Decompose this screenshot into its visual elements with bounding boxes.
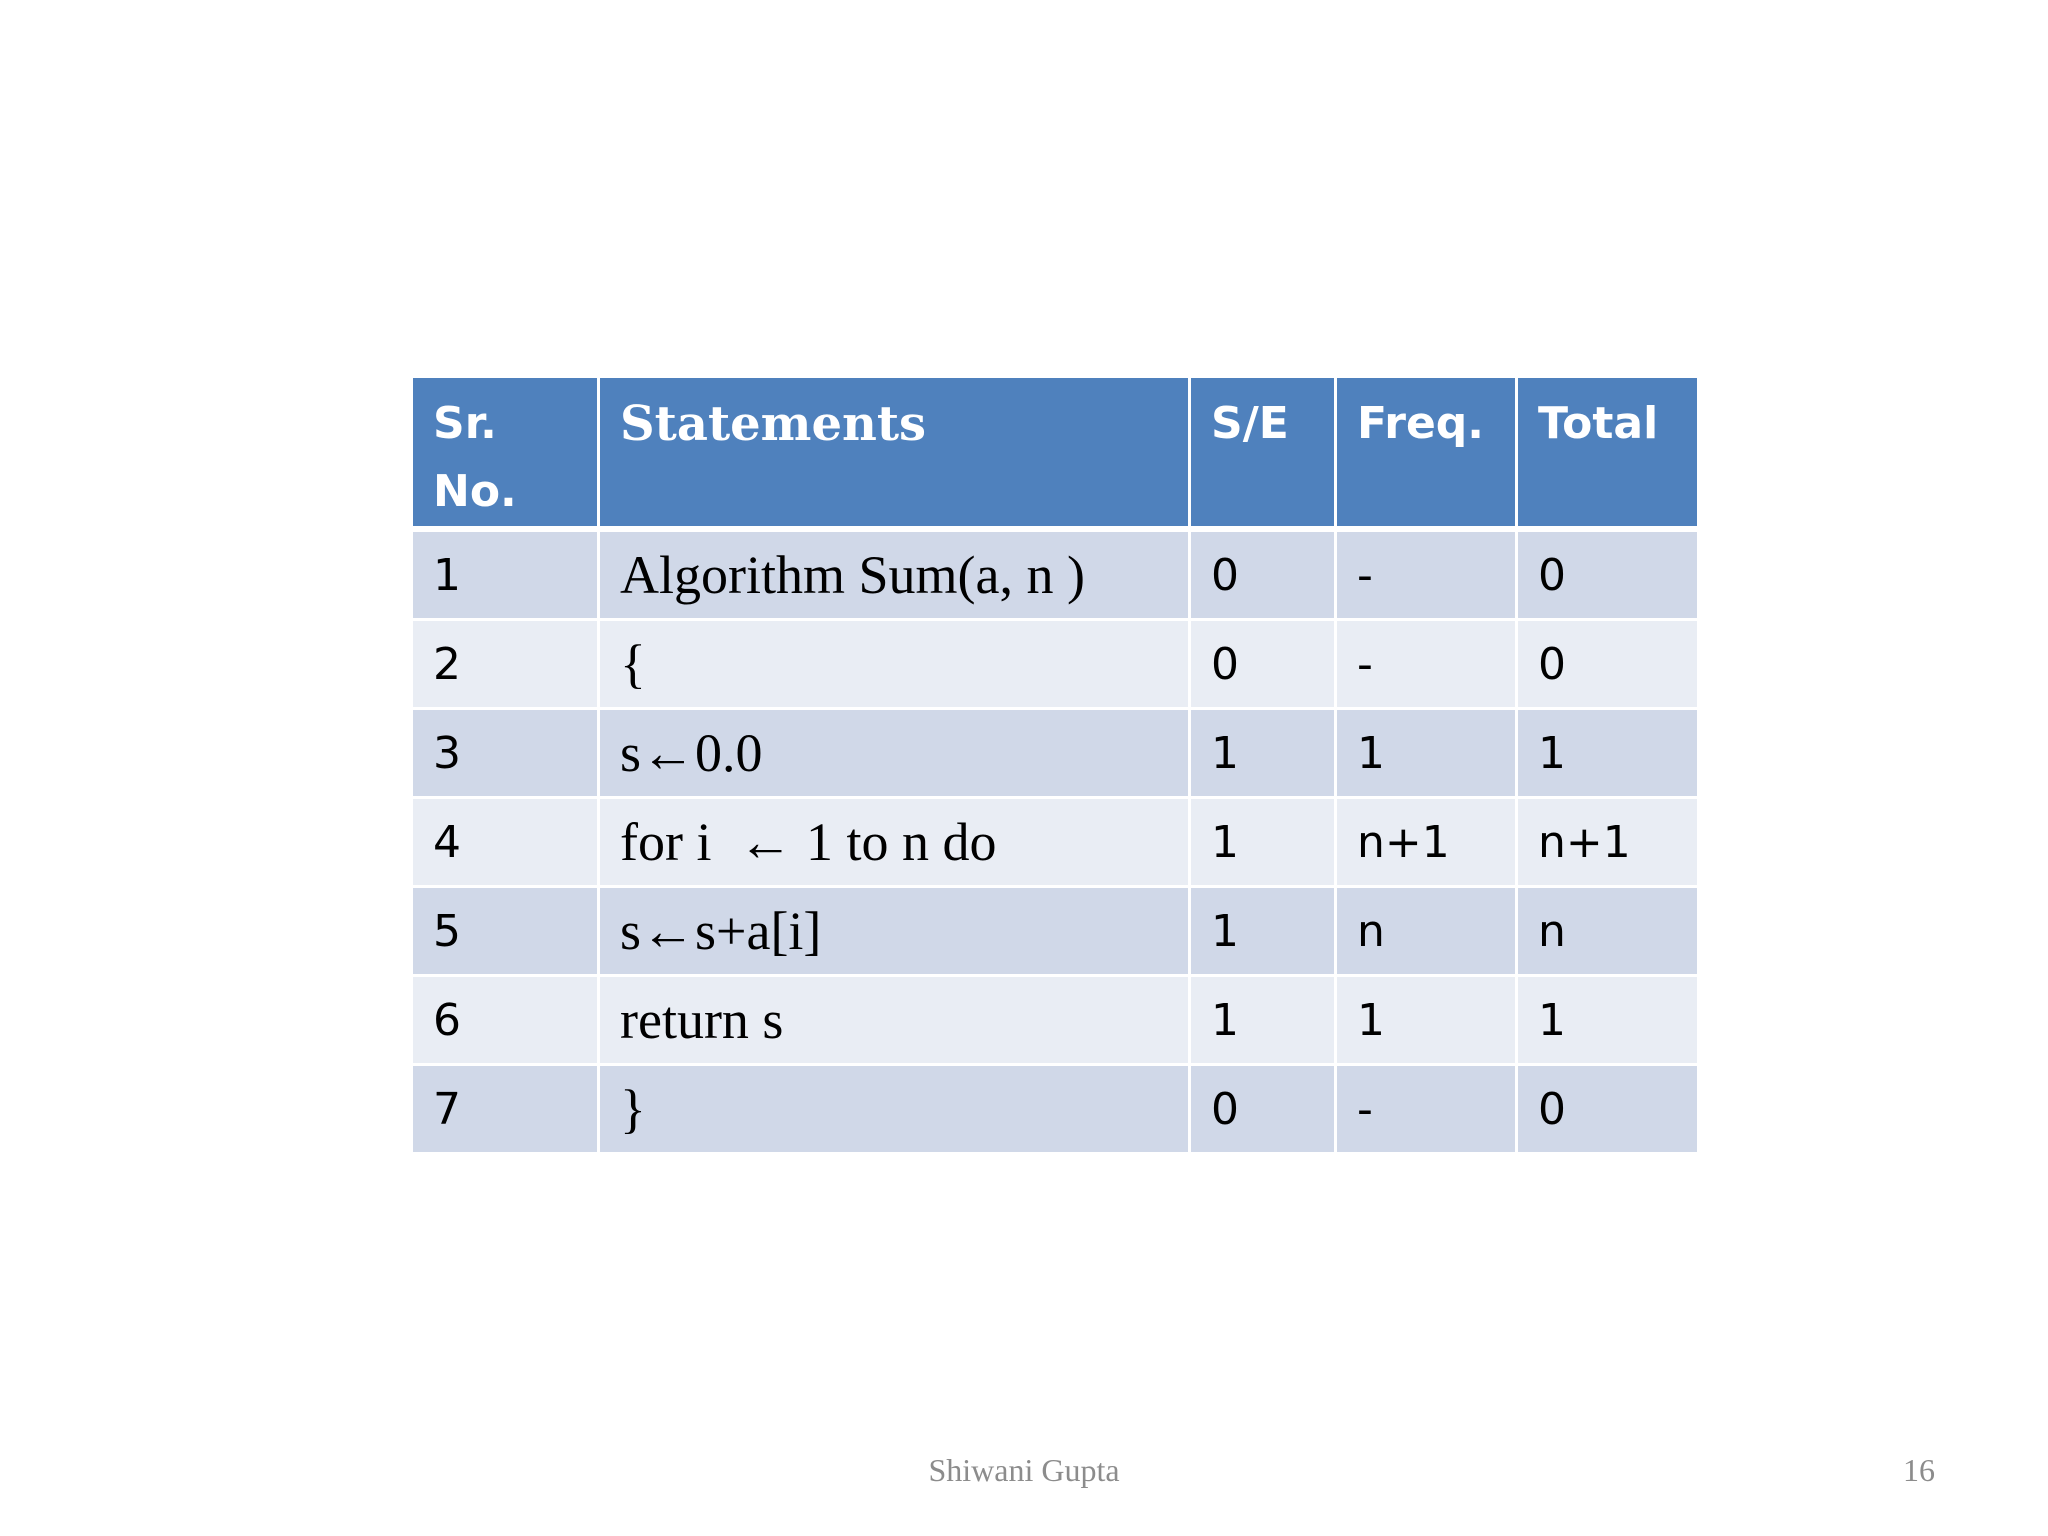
cell-se: 1	[1191, 888, 1337, 977]
cell-freq: -	[1337, 1066, 1518, 1155]
cell-statement: }	[600, 1066, 1191, 1155]
cell-statement: return s	[600, 977, 1191, 1066]
table-row	[413, 977, 1697, 1066]
cell-se: 1	[1191, 799, 1337, 888]
cell-total: 0	[1518, 621, 1697, 710]
cell-sr-no: 2	[413, 621, 600, 710]
cell-statement: {	[600, 621, 1191, 710]
cell-sr-no: 4	[413, 799, 600, 888]
cell-freq: -	[1337, 532, 1518, 621]
cell-sr-no: 6	[413, 977, 600, 1066]
header-total: Total	[1518, 378, 1697, 532]
header-sr-no-line1: Sr.	[433, 398, 497, 449]
header-sr-no-line2: No.	[433, 466, 517, 517]
cell-statement: for i ← 1 to n do	[600, 799, 1191, 888]
cell-statement: Algorithm Sum(a, n )	[600, 532, 1191, 621]
cell-total: 0	[1518, 1066, 1697, 1155]
footer-author: Shiwani Gupta	[928, 1452, 1120, 1488]
table-row	[413, 532, 1697, 621]
cell-freq: n+1	[1337, 799, 1518, 888]
cell-freq: -	[1337, 621, 1518, 710]
table-row	[413, 621, 1697, 710]
header-statements: Statements	[600, 378, 1191, 532]
header-freq: Freq.	[1337, 378, 1518, 532]
cell-total: 0	[1518, 532, 1697, 621]
header-sr-no	[413, 378, 600, 532]
table-row	[413, 799, 1697, 888]
frequency-count-table	[413, 378, 1697, 1155]
cell-sr-no: 3	[413, 710, 600, 799]
cell-sr-no: 5	[413, 888, 600, 977]
header-se: S/E	[1191, 378, 1337, 532]
cell-total: n+1	[1518, 799, 1697, 888]
table-row	[413, 1066, 1697, 1155]
cell-total: 1	[1518, 710, 1697, 799]
cell-se: 0	[1191, 1066, 1337, 1155]
cell-freq: n	[1337, 888, 1518, 977]
cell-total: 1	[1518, 977, 1697, 1066]
cell-se: 1	[1191, 977, 1337, 1066]
cell-se: 0	[1191, 621, 1337, 710]
cell-total: n	[1518, 888, 1697, 977]
cell-se: 0	[1191, 532, 1337, 621]
cell-statement: s←0.0	[600, 710, 1191, 799]
slide-number: 16	[1903, 1452, 1935, 1488]
table-row	[413, 888, 1697, 977]
cell-se: 1	[1191, 710, 1337, 799]
table-row	[413, 710, 1697, 799]
table-header-row	[413, 378, 1697, 532]
cell-sr-no: 1	[413, 532, 600, 621]
cell-statement: s←s+a[i]	[600, 888, 1191, 977]
cell-freq: 1	[1337, 710, 1518, 799]
cell-sr-no: 7	[413, 1066, 600, 1155]
cell-freq: 1	[1337, 977, 1518, 1066]
